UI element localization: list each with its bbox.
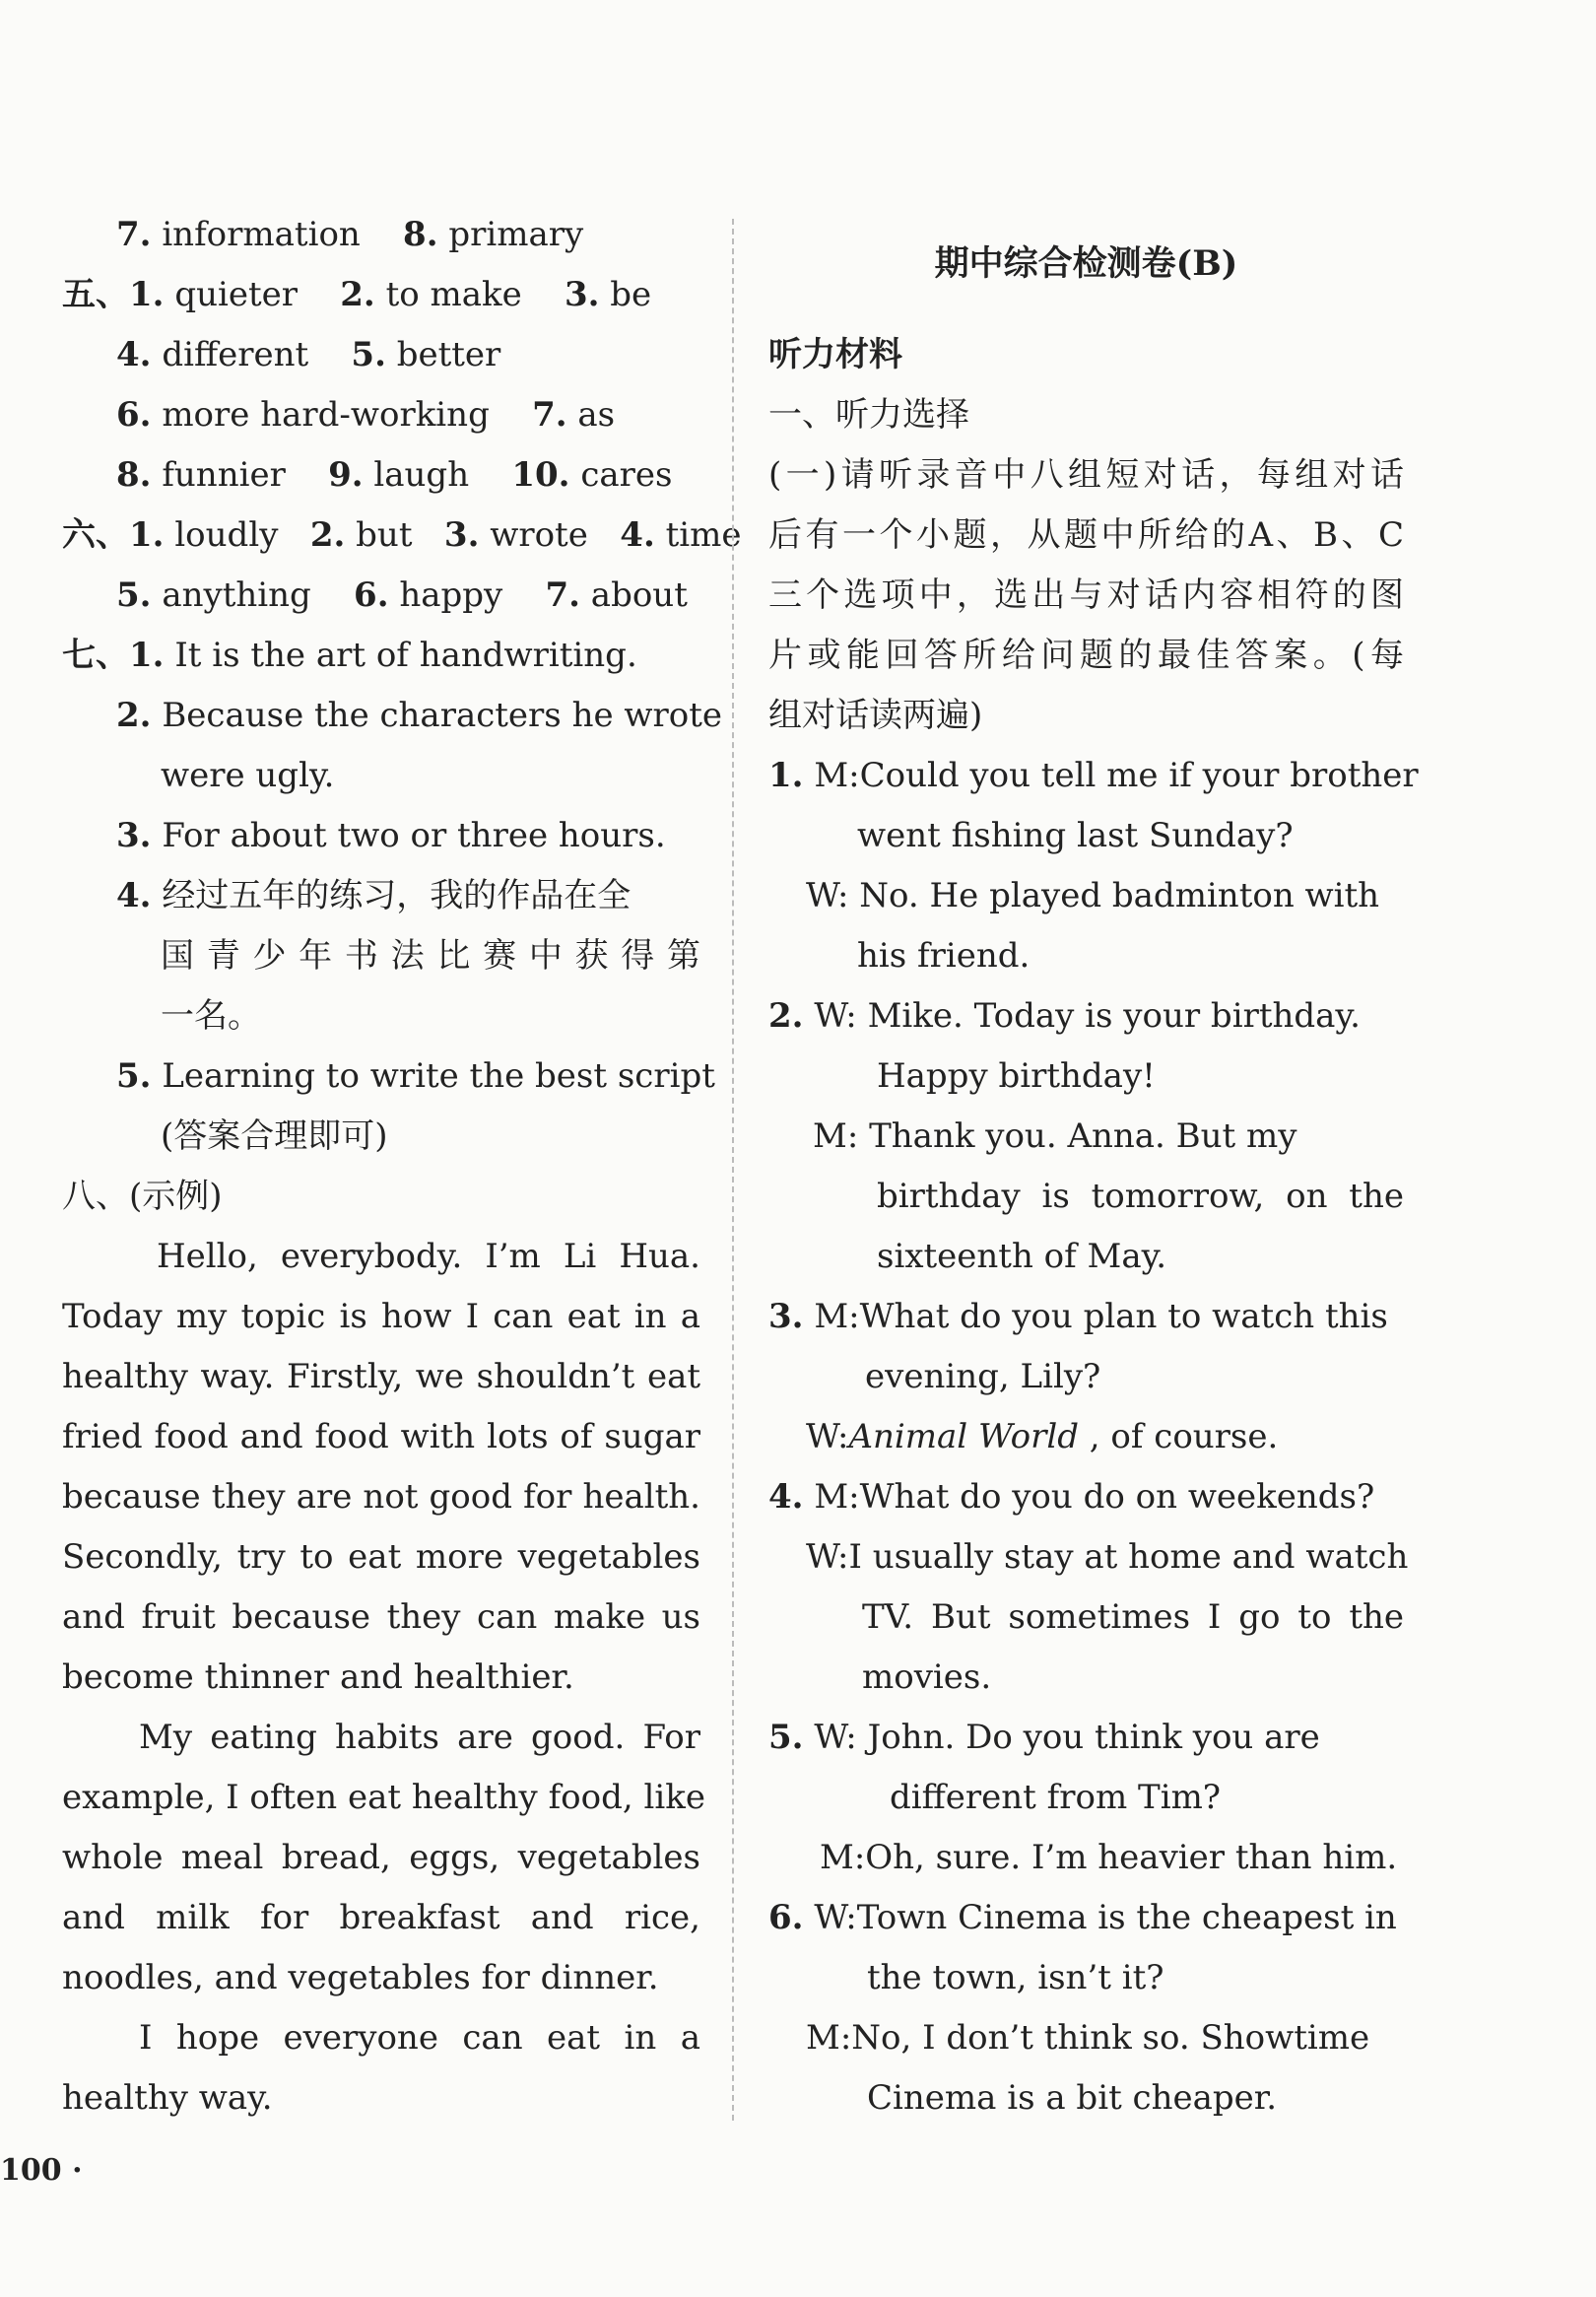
item-number: 7. [532,395,567,435]
column-divider [732,219,734,2121]
answer-text: happy [399,575,503,615]
item-number: 2. [768,996,804,1036]
dialogue-text: , of course. [1089,1417,1279,1456]
section-label: 七、 [62,636,129,675]
essay-line: whole meal bread, eggs, vegetables [62,1838,700,1877]
item-number: 3. [564,275,600,314]
section-label: 六、 [62,515,129,555]
dialogue-text: What do you do on weekends? [859,1477,1375,1517]
essay-line: My eating habits are good. For [139,1718,700,1757]
item-number: 10. [511,455,570,495]
page-title: 期中综合检测卷(B) [934,243,1238,284]
dialogue-text: Happy birthday! [877,1056,1156,1096]
item-number: 2. [116,696,152,735]
speaker-label: W: [814,1718,857,1757]
speaker-label: W: [806,1417,849,1456]
answer-text: information [162,215,361,254]
dialogue-text: went fishing last Sunday? [857,816,1294,855]
answer-line [116,686,722,746]
answer-line [62,626,700,686]
item-number: 6. [116,395,152,435]
dialogue-text: No, I don’t think so. Showtime [851,2018,1370,2058]
instruction-line: 三个选项中，选出与对话内容相符的图 [768,575,1404,615]
dialogue-text: I usually stay at home and watch [848,1537,1409,1577]
dialogue-text: TV. But sometimes I go to the [862,1597,1404,1637]
answer-text: For about two or three hours. [162,816,666,855]
item-number: 6. [768,1898,804,1937]
essay-line: and fruit because they can make us [62,1597,700,1637]
essay-line: healthy way. [62,2078,273,2118]
item-number: 7. [116,215,152,254]
item-number: 5. [768,1718,804,1757]
essay-line: Hello, everybody. I’m Li Hua. [157,1237,700,1276]
dialogue-text: Oh, sure. I’m heavier than him. [865,1838,1398,1877]
essay-line: become thinner and healthier. [62,1657,574,1697]
section-heading: 听力材料 [768,335,902,374]
dialogue-text: Town Cinema is the cheapest in [856,1898,1397,1937]
section-label: 一、听力选择 [768,395,969,435]
answer-text: time [665,515,742,555]
dialogue-line [768,746,1419,806]
speaker-label: W: [806,876,849,915]
item-number: 2. [340,275,375,314]
item-number: 6. [354,575,389,615]
instruction-line: 后有一个小题，从题中所给的A、B、C [768,515,1404,555]
answer-text: anything [162,575,311,615]
item-number: 5. [116,575,152,615]
answer-line [62,265,700,325]
item-number: 4. [116,335,152,374]
dialogue-text: Thank you. Anna. But my [869,1116,1297,1156]
answer-line [116,445,700,506]
speaker-label: M: [806,2018,852,2058]
answer-text: about [590,575,688,615]
answer-text: better [396,335,501,374]
dialogue-line [813,1107,1404,1167]
dialogue-text: Could you tell me if your brother [859,756,1419,795]
answer-text: wrote [490,515,588,555]
item-number: 9. [328,455,364,495]
speaker-label: M: [814,1477,860,1517]
answer-text: different [162,335,309,374]
answer-line [116,866,700,926]
essay-line: healthy way. Firstly, we shouldn’t eat [62,1357,700,1396]
answer-text: primary [448,215,584,254]
answer-text: were ugly. [161,756,335,795]
dialogue-text: What do you plan to watch this [859,1297,1388,1336]
essay-line: noodles, and vegetables for dinner. [62,1958,659,1997]
section-label: 五、 [62,275,129,314]
answer-text: Learning to write the best script [162,1056,715,1096]
dialogue-line [768,1888,1404,1948]
instruction-line: (一)请听录音中八组短对话，每组对话 [768,455,1404,495]
item-number: 4. [768,1477,804,1517]
item-number: 1. [129,515,165,555]
answer-line [116,566,700,626]
speaker-label: M: [820,1838,866,1877]
instruction-line: 组对话读两遍) [768,696,983,735]
essay-line: I hope everyone can eat in a [139,2018,700,2058]
speaker-label: W: [814,1898,857,1937]
essay-line: Secondly, try to eat more vegetables [62,1537,700,1577]
item-number: 5. [351,335,386,374]
essay-line: Today my topic is how I can eat in a [62,1297,700,1336]
answer-text: loudly [174,515,279,555]
dialogue-text: No. He played badminton with [859,876,1380,915]
answer-line [116,385,700,445]
dialogue-text: sixteenth of May. [877,1237,1167,1276]
item-number: 4. [620,515,655,555]
dialogue-line [768,1287,1404,1347]
item-number: 3. [116,816,152,855]
dialogue-text: Mike. Today is your birthday. [867,996,1361,1036]
item-number: 8. [116,455,152,495]
speaker-label: W: [806,1537,849,1577]
answer-text: funnier [162,455,286,495]
speaker-label: M: [813,1116,859,1156]
answer-text: quieter [174,275,299,314]
answer-line [116,1047,715,1107]
answer-text: be [610,275,652,314]
answer-text: It is the art of handwriting. [174,636,637,675]
item-number: 7. [545,575,580,615]
dialogue-line [806,2008,1404,2068]
answer-line [116,325,700,385]
instruction-line: 片或能回答所给问题的最佳答案。(每 [768,636,1404,675]
item-number: 2. [309,515,346,555]
answer-text: 国青少年书法比赛中获得第 [161,936,700,976]
dialogue-line [768,1467,1404,1527]
answer-text: Because the characters he wrote [162,696,722,735]
dialogue-text: different from Tim? [890,1778,1222,1817]
dialogue-text: birthday is tomorrow, on the [877,1177,1404,1216]
item-number: 8. [403,215,438,254]
answer-line [116,205,700,265]
answer-note: (答案合理即可) [161,1116,388,1156]
dialogue-line [806,866,1404,926]
essay-line: fried food and food with lots of sugar [62,1417,700,1456]
answer-text: laugh [373,455,470,495]
dialogue-line [806,1407,1404,1467]
item-number: 1. [768,756,804,795]
answer-text: 一名。 [161,996,261,1036]
item-number: 4. [116,876,152,915]
dialogue-text: the town, isn’t it? [867,1958,1164,1997]
dialogue-line [768,1708,1404,1768]
answer-text: to make [385,275,522,314]
section-label: 八、(示例) [62,1177,223,1216]
item-number: 5. [116,1056,152,1096]
dialogue-line [820,1828,1404,1888]
page-number: 100 · [0,2153,83,2188]
answer-text: but [356,515,413,555]
speaker-label: M: [814,1297,860,1336]
answer-text: as [577,395,616,435]
speaker-label: M: [814,756,860,795]
answer-text: 经过五年的练习，我的作品在全 [162,876,632,915]
dialogue-text: John. Do you think you are [867,1718,1320,1757]
answer-text: more hard-working [162,395,490,435]
item-number: 3. [768,1297,804,1336]
essay-line: example, I often eat healthy food, like [62,1778,705,1817]
answer-text: cares [580,455,673,495]
dialogue-line [768,986,1404,1047]
dialogue-line [806,1527,1409,1588]
essay-line: and milk for breakfast and rice, [62,1898,700,1937]
answer-line [62,506,742,566]
item-number: 1. [129,275,165,314]
answer-line [116,806,700,866]
item-number: 1. [129,636,165,675]
item-number: 3. [443,515,480,555]
dialogue-text: Cinema is a bit cheaper. [867,2078,1278,2118]
dialogue-text: evening, Lily? [865,1357,1101,1396]
speaker-label: W: [814,996,857,1036]
dialogue-text: his friend. [857,936,1031,976]
dialogue-text: movies. [862,1657,992,1697]
program-title: Animal World [848,1417,1079,1456]
essay-line: because they are not good for health. [62,1477,700,1517]
